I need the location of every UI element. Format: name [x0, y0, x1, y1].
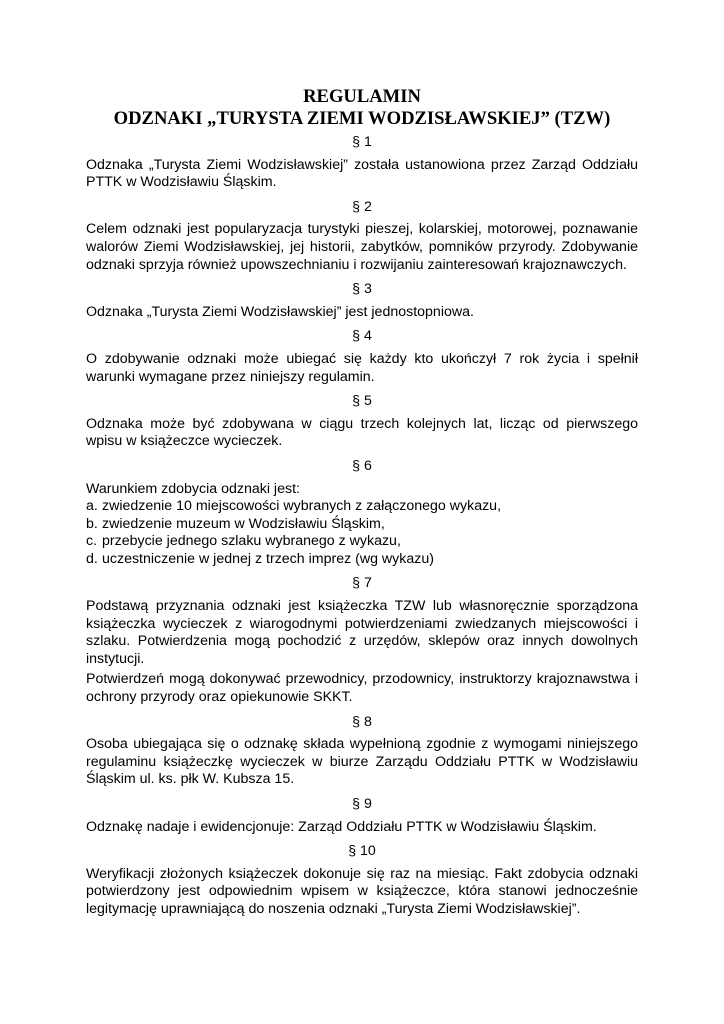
conditions-list [86, 498, 638, 568]
section-mark-6: § 6 [352, 457, 372, 474]
list-item [86, 516, 638, 534]
section-mark-7: § 7 [352, 575, 372, 592]
section-mark-9: § 9 [352, 796, 372, 812]
section-text-1: Odznaka „Turysta Ziemi Wodzisławskiej” została ustanowiona przez Zarząd Oddziału PTTK w Wodzisławiu Śląskim. [86, 156, 638, 191]
list-item-marker: a. [86, 498, 98, 515]
list-item [86, 533, 638, 551]
list-item-text: uczestniczenie w jednej z trzech imprez (wg wykazu) [102, 550, 434, 567]
section-mark-5: § 5 [352, 393, 372, 410]
list-item-marker: d. [86, 550, 98, 567]
section-text-7b: Potwierdzeń mogą dokonywać przewodnicy, przodownicy, instruktorzy krajoznawstwa i ochrony przyrody oraz opiekunowie SKKT. [86, 671, 638, 706]
list-item-marker: c. [86, 533, 98, 550]
list-item-text: zwiedzenie muzeum w Wodzisławiu Śląskim, [102, 515, 385, 532]
section-text-5: Odznaka może być zdobywana w ciągu trzech kolejnych lat, licząc od pierwszego wpisu w książeczce wycieczek. [86, 415, 638, 450]
section-text-3: Odznaka „Turysta Ziemi Wodzisławskiej” jest jednostopniowa. [86, 303, 474, 320]
section-mark-3: § 3 [352, 281, 372, 298]
section-mark-4: § 4 [352, 328, 372, 345]
list-item-text: zwiedzenie 10 miejscowości wybranych z załączonego wykazu, [102, 498, 502, 515]
section-mark-1: § 1 [352, 134, 372, 150]
section-mark-10: § 10 [348, 843, 376, 860]
section-text-10: Weryfikacji złożonych książeczek dokonuje się raz na miesiąc. Fakt zdobycia odznaki potwierdzony jest odpowiednim wpisem w książeczce, która stanowi jednocześnie legitymację uprawniającą do noszenia odznaki „Turysta Ziemi Wodzisławskiej”. [86, 865, 638, 917]
list-item-text: przebycie jednego szlaku wybranego z wykazu, [102, 533, 401, 550]
section-mark-2: § 2 [352, 198, 372, 215]
document-title-line2: ODZNAKI „TURYSTA ZIEMI WODZISŁAWSKIEJ” (TZW) [113, 108, 611, 129]
section-text-8: Osoba ubiegająca się o odznakę składa wypełnioną zgodnie z wymogami niniejszego regulaminu książeczkę wycieczek w biurze Zarządu Oddziału PTTK w Wodzisławiu Śląskim ul. ks. płk W. Kubsza 15. [86, 736, 638, 788]
list-item [86, 498, 638, 516]
list-item-marker: b. [86, 515, 98, 532]
section-text-6: Warunkiem zdobycia odznaki jest: [86, 480, 300, 497]
document-title-line1: REGULAMIN [303, 86, 421, 107]
section-text-4: O zdobywanie odznaki może ubiegać się każdy kto ukończył 7 rok życia i spełnił warunki wymagane przez niniejszy regulamin. [86, 350, 638, 385]
section-text-2: Celem odznaki jest popularyzacja turystyki pieszej, kolarskiej, motorowej, poznawanie walorów Ziemi Wodzisławskiej, jej historii, zabytków, pomników przyrody. Zdobywanie odznaki sprzyja również upowszechnianiu i rozwijaniu zainteresowań krajoznawczych. [86, 221, 638, 273]
section-mark-8: § 8 [352, 713, 372, 730]
document-page [86, 86, 638, 926]
section-text-9: Odznakę nadaje i ewidencjonuje: Zarząd Oddziału PTTK w Wodzisławiu Śląskim. [86, 818, 597, 835]
section-text-7: Podstawą przyznania odznaki jest książeczka TZW lub własnoręcznie sporządzona książeczka wycieczek z wiarogodnymi potwierdzeniami zwiedzanych miejscowości i szlaku. Potwierdzenia mogą pochodzić z urzędów, sklepów oraz innych dowolnych instytucji. [86, 598, 638, 667]
list-item [86, 551, 638, 569]
